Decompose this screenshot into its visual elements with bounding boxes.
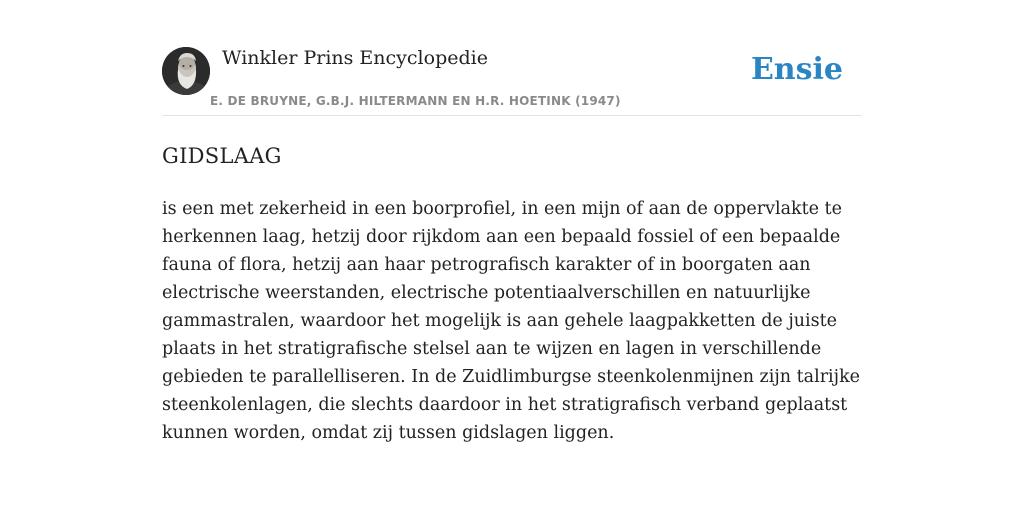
brand-logo[interactable]: Ensie bbox=[750, 52, 843, 87]
publication-title[interactable]: Winkler Prins Encyclopedie bbox=[222, 47, 488, 69]
entry-body: is een met zekerheid in een boorprofiel, in een mijn of aan de oppervlakte te herkennen laag, hetzij door rijkdom aan een bepaald fossiel of een bepaalde fauna of flora, hetzij aan haar petrografisch karakter of in boorgaten aan electrische weerstanden, electrische potentiaalverschillen en natuurlijke gammastralen, waardoor het mogelijk is aan gehele laagpakketten de juiste plaats in het stratigrafische stelsel aan te wijzen en lagen in verschillende gebieden te parallelliseren. In de Zuidlimburgse steenkolenmijnen zijn talrijke steenkolenlagen, die slechts daardoor in het stratigrafisch verband geplaatst kunnen worden, omdat zij tussen gidslagen liggen. bbox=[162, 199, 861, 443]
author-portrait-icon bbox=[162, 47, 210, 95]
entry-card bbox=[162, 40, 862, 447]
entry-title: GIDSLAAG bbox=[162, 144, 282, 168]
entry-header bbox=[162, 40, 862, 116]
authors-credit: E. DE BRUYNE, G.B.J. HILTERMANN EN H.R. HOETINK (1947) bbox=[210, 94, 621, 108]
